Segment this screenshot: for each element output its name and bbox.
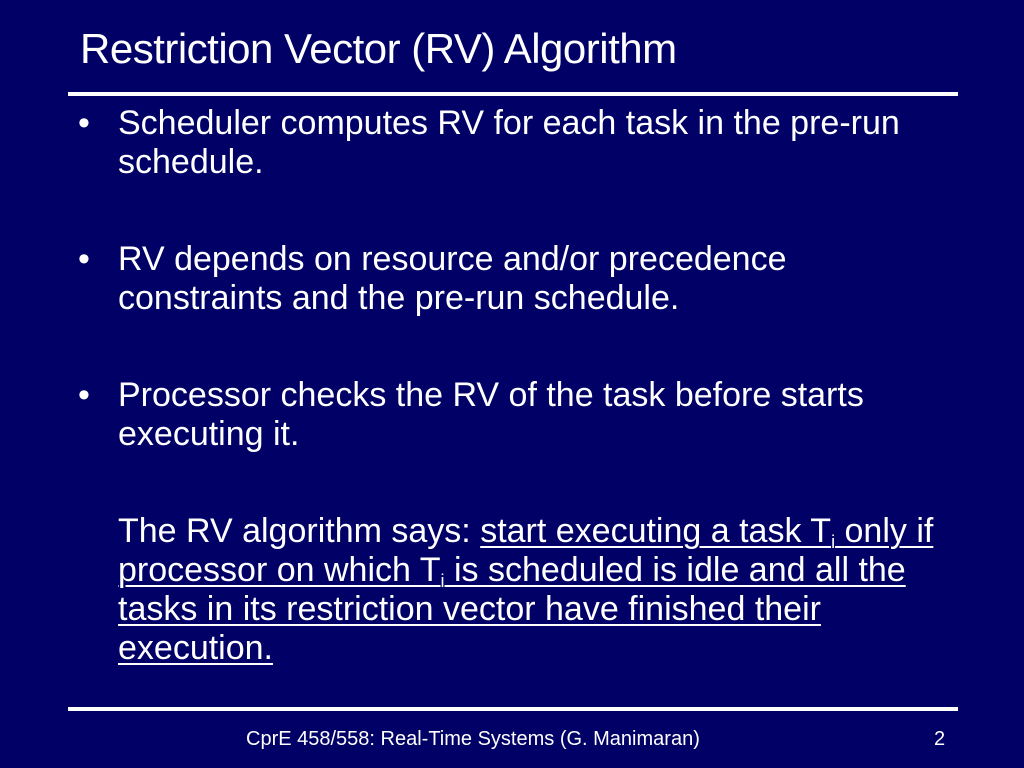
rule-text: only if processor on which T: [118, 512, 934, 589]
subscript-i: i: [440, 571, 445, 591]
bullet-text: Scheduler computes RV for each task in the pre-run schedule.: [118, 104, 900, 181]
bullet-marker: •: [78, 104, 90, 142]
bullet-text: RV depends on resource and/or precedence constraints and the pre-run schedule.: [118, 240, 787, 317]
bullet-text: Processor checks the RV of the task before starts executing it.: [118, 376, 864, 453]
bullet-item: [78, 240, 958, 318]
bullet-marker: •: [78, 376, 90, 414]
rule-text: is scheduled is idle and all the tasks in its restriction vector have finished their execution.: [118, 551, 906, 667]
bullet-item: [78, 376, 958, 454]
footer-divider: [68, 707, 958, 711]
footer-course: CprE 458/558: Real-Time Systems (G. Manimaran): [246, 728, 700, 750]
page-number: 2: [934, 728, 946, 750]
title-divider: [68, 92, 958, 96]
slide-title: Restriction Vector (RV) Algorithm: [80, 25, 677, 72]
algorithm-note: [78, 512, 958, 668]
bullet-item: [78, 104, 958, 182]
subscript-i: i: [831, 532, 836, 552]
slide-content: [78, 104, 958, 668]
bullet-marker: •: [78, 240, 90, 278]
note-lead: The RV algorithm says:: [118, 512, 481, 550]
rule-text: start executing a task T: [480, 512, 832, 550]
